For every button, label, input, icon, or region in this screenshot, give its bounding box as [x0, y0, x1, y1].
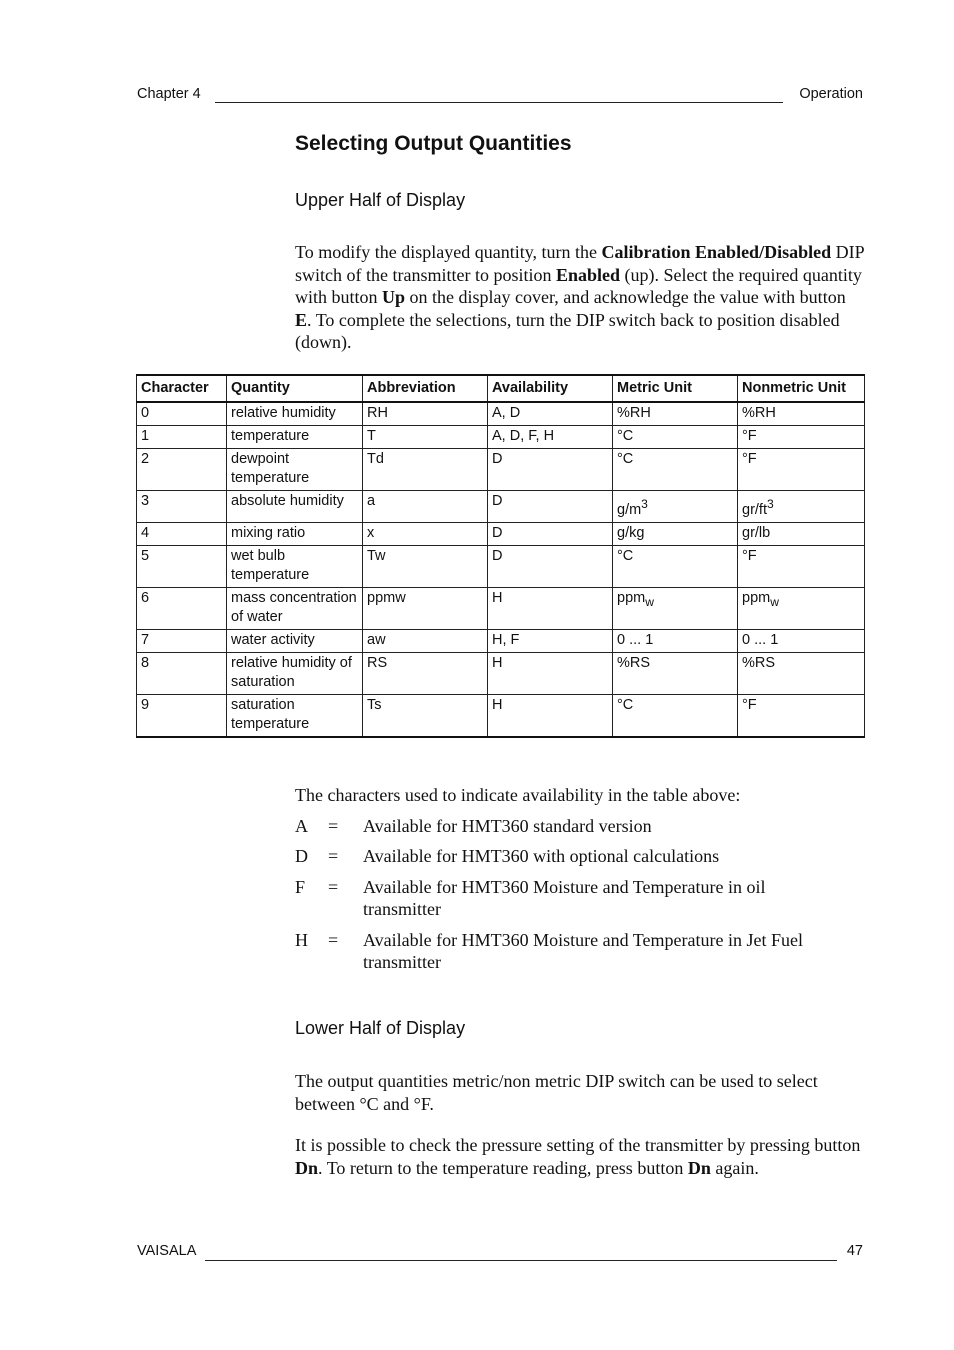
availability-intro: The characters used to indicate availability in the table above:: [295, 785, 741, 805]
equals-sign: =: [328, 816, 339, 836]
table-row: [137, 449, 865, 491]
table-cell: D: [488, 491, 613, 523]
table-cell: %RH: [613, 402, 738, 426]
table-cell: $gr/ft^3$: [738, 491, 865, 523]
table-cell: 7: [137, 629, 227, 652]
table-cell: ppm$_w$: [738, 587, 865, 629]
page-title: Selecting Output Quantities: [295, 132, 572, 155]
table-header-row: [137, 375, 865, 402]
table-cell: H: [488, 694, 613, 737]
table-cell: D: [488, 449, 613, 491]
subscript: w: [645, 594, 654, 609]
chapter-label: Chapter 4: [137, 86, 201, 102]
footer-rule: [205, 1260, 837, 1261]
availability-description: Available for HMT360 Moisture and Temperature in oil transmitter: [363, 877, 766, 919]
table-cell: °C: [613, 449, 738, 491]
subscript: w: [770, 594, 779, 609]
page-number: 47: [846, 1243, 863, 1259]
table-cell: wet bulb temperature: [227, 545, 363, 587]
table-row: [137, 694, 865, 737]
column-header: Nonmetric Unit: [738, 375, 865, 402]
table-cell: Tw: [363, 545, 488, 587]
page-footer: [137, 1243, 863, 1263]
table-cell: 1: [137, 426, 227, 449]
table-cell: T: [363, 426, 488, 449]
table-cell: relative humidity of saturation: [227, 652, 363, 694]
availability-description: Available for HMT360 with optional calculations: [363, 846, 720, 866]
table-row: [137, 426, 865, 449]
table-cell: 2: [137, 449, 227, 491]
table-cell: A, D, F, H: [488, 426, 613, 449]
table-cell: A, D: [488, 402, 613, 426]
table-cell: %RH: [738, 402, 865, 426]
table-cell: relative humidity: [227, 402, 363, 426]
table-cell: D: [488, 545, 613, 587]
availability-description: Available for HMT360 standard version: [363, 816, 652, 836]
superscript: 3: [641, 497, 648, 511]
table-cell: Ts: [363, 694, 488, 737]
table-cell: °F: [738, 449, 865, 491]
table-cell: 9: [137, 694, 227, 737]
upper-half-paragraph: To modify the displayed quantity, turn the Calibration Enabled/Disabled DIP switch of the transmitter to position Enabled (up). Select the required quantity with button Up on the display cover, and acknowledge the value with button E. To complete the selections, turn the DIP switch back to position disabled (down).: [295, 242, 864, 353]
column-header: Character: [137, 375, 227, 402]
table-cell: 6: [137, 587, 227, 629]
availability-key: H: [295, 930, 308, 950]
lower-half-paragraph-2: It is possible to check the pressure setting of the transmitter by pressing button Dn. To return to the temperature reading, press button Dn again.: [295, 1135, 861, 1178]
table-cell: 0: [137, 402, 227, 426]
table-cell: °C: [613, 426, 738, 449]
section-label: Operation: [799, 86, 863, 102]
table-cell: H, F: [488, 629, 613, 652]
availability-key: A: [295, 816, 308, 836]
table-row: [137, 402, 865, 426]
brand-label: VAISALA: [137, 1243, 197, 1259]
table-cell: %RS: [613, 652, 738, 694]
table-cell: mixing ratio: [227, 522, 363, 545]
table-cell: 5: [137, 545, 227, 587]
table-row: [137, 587, 865, 629]
table-cell: mass concentration of water: [227, 587, 363, 629]
equals-sign: =: [328, 877, 339, 897]
header-rule: [215, 102, 783, 103]
table-cell: D: [488, 522, 613, 545]
availability-key: F: [295, 877, 306, 897]
table-cell: $g/m^3$: [613, 491, 738, 523]
superscript: 3: [766, 497, 774, 511]
table-cell: 0 ... 1: [613, 629, 738, 652]
table-cell: RS: [363, 652, 488, 694]
availability-key: D: [295, 846, 308, 866]
table-cell: 3: [137, 491, 227, 523]
table-cell: °F: [738, 545, 865, 587]
table-cell: ppm$_w$: [613, 587, 738, 629]
equals-sign: =: [328, 930, 339, 950]
column-header: Metric Unit: [613, 375, 738, 402]
table-cell: °C: [613, 545, 738, 587]
table-cell: H: [488, 587, 613, 629]
table-cell: saturation temperature: [227, 694, 363, 737]
column-header: Abbreviation: [363, 375, 488, 402]
table-cell: aw: [363, 629, 488, 652]
table-cell: H: [488, 652, 613, 694]
lower-half-heading: Lower Half of Display: [295, 1018, 466, 1038]
table-cell: °C: [613, 694, 738, 737]
table-cell: dewpoint temperature: [227, 449, 363, 491]
table-cell: a: [363, 491, 488, 523]
table-row: [137, 522, 865, 545]
availability-description: Available for HMT360 Moisture and Temperature in Jet Fuel transmitter: [363, 930, 803, 972]
table-cell: gr/lb: [738, 522, 865, 545]
table-row: [137, 545, 865, 587]
column-header: Availability: [488, 375, 613, 402]
table-cell: 8: [137, 652, 227, 694]
table-row: [137, 652, 865, 694]
equals-sign: =: [328, 846, 339, 866]
column-header: Quantity: [227, 375, 363, 402]
table-row: [137, 491, 865, 523]
table-cell: %RS: [738, 652, 865, 694]
table-cell: water activity: [227, 629, 363, 652]
page-header: [137, 86, 863, 106]
table-cell: absolute humidity: [227, 491, 363, 523]
table-cell: x: [363, 522, 488, 545]
table-cell: Td: [363, 449, 488, 491]
output-quantities-table: [136, 374, 865, 738]
table-cell: temperature: [227, 426, 363, 449]
table-cell: g/kg: [613, 522, 738, 545]
table-cell: °F: [738, 426, 865, 449]
upper-half-heading: Upper Half of Display: [295, 190, 466, 210]
lower-half-paragraph-1: The output quantities metric/non metric DIP switch can be used to select between °C and °F.: [295, 1071, 818, 1114]
table-cell: 4: [137, 522, 227, 545]
table-cell: °F: [738, 694, 865, 737]
table-cell: ppmw: [363, 587, 488, 629]
table-cell: RH: [363, 402, 488, 426]
table-row: [137, 629, 865, 652]
table-cell: 0 ... 1: [738, 629, 865, 652]
